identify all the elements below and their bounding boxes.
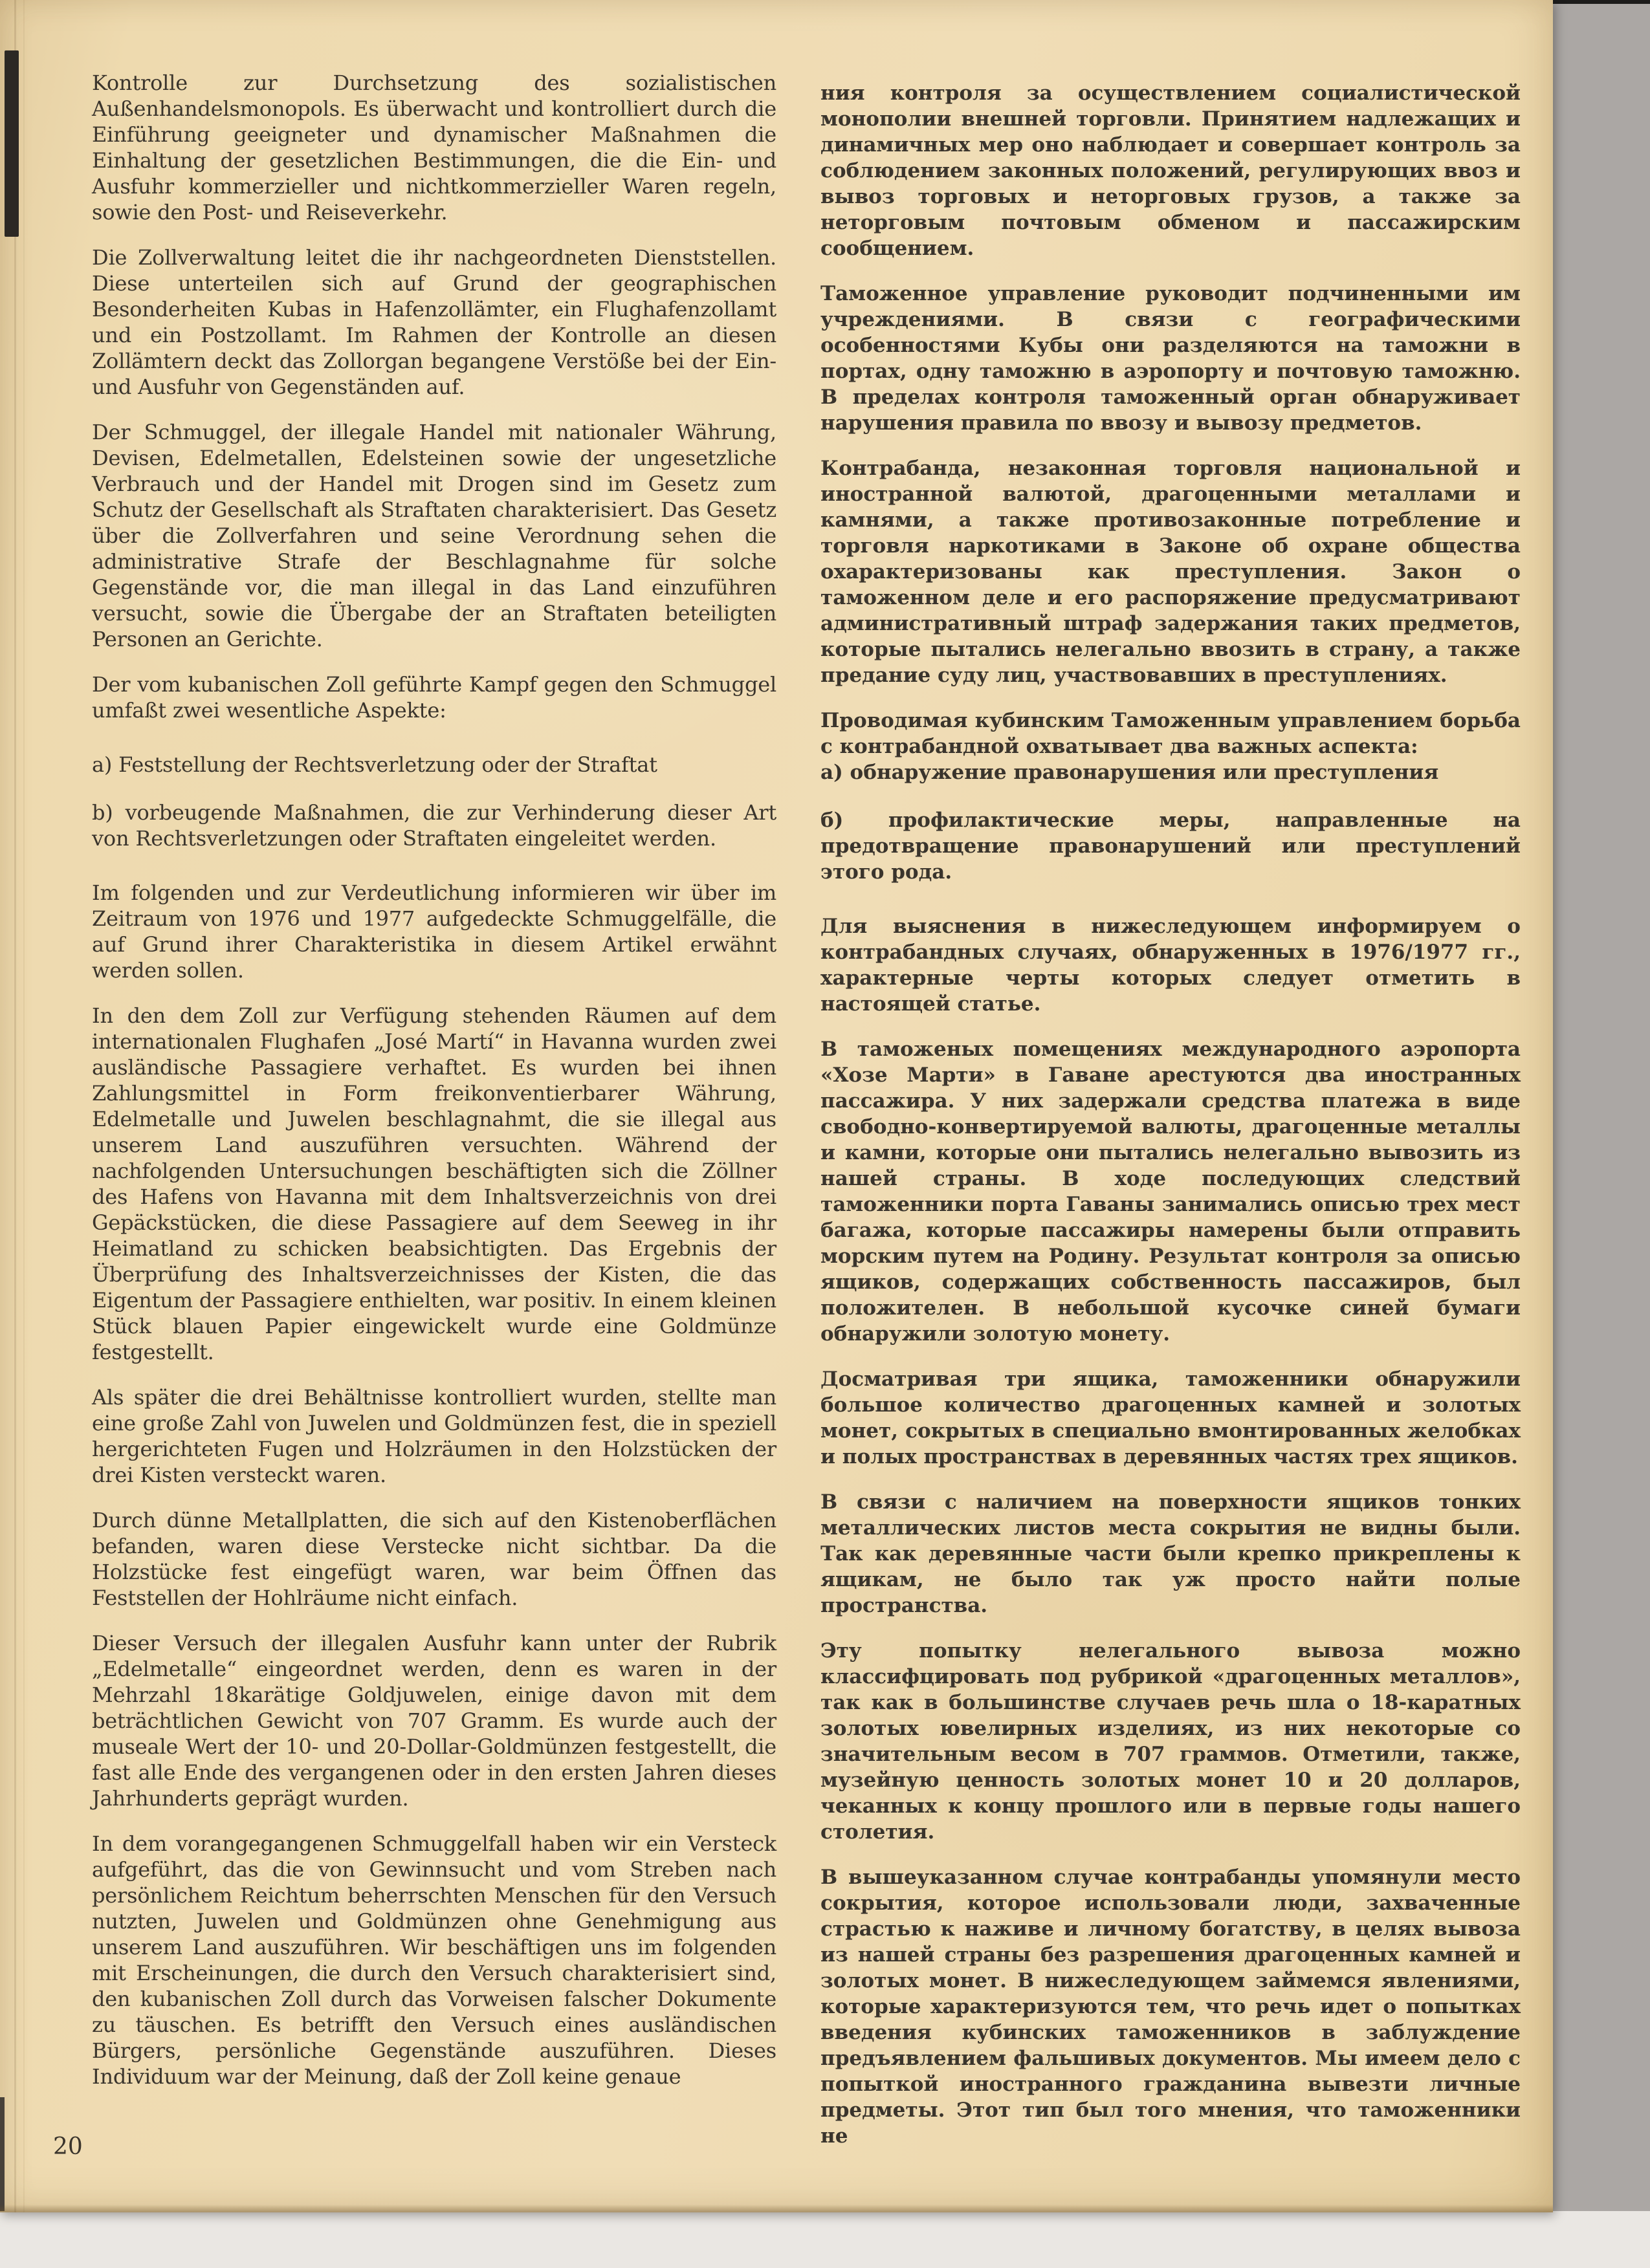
paragraph: b) vorbeugende Maßnahmen, die zur Verhinderung dieser Art von Rechtsverletzungen oder Straftaten eingeleitet werden. [92, 800, 776, 851]
paragraph: Таможенное управление руководит подчиненными им учреждениями. В связи с географическими особенностями Кубы они разделяются на таможни в портах, одну таможню в аэропорту и почтовую таможню. В пределах контроля таможенный орган обнаруживает нарушения правила по ввозу и вывозу предметов. [820, 282, 1521, 435]
paragraph: Досматривая три ящика, таможенники обнаружили большое количество драгоценных камней и золотых монет, сокрытых в специально вмонтированных желобках и полых пространствах в деревянных частях трех ящиков. [820, 1368, 1521, 1468]
paragraph: Контрабанда, незаконная торговля национальной и иностранной валютой, драгоценными металлами и камнями, а также противозаконные потребление и торговля наркотиками в Законе об охране общества охарактеризованы как преступления. Закон о таможенном деле и его распоряжение предусматривают административный штраф задержания таких предметов, которые пытались нелегально ввозить в страну, а также предание суду лиц, участвовавших в преступлениях. [820, 457, 1521, 687]
paragraph: Der vom kubanischen Zoll geführte Kampf gegen den Schmuggel umfaßt zwei wesentliche Aspekte: [92, 672, 776, 723]
paragraph: Durch dünne Metallplatten, die sich auf den Kistenoberflächen befanden, waren diese Verstecke nicht sichtbar. Da die Holzstücke fest eingefügt waren, war beim Öffnen das Feststellen der Hohlräume nicht einfach. [92, 1508, 776, 1610]
paragraph: Als später die drei Behältnisse kontrolliert wurden, stellte man eine große Zahl von Juwelen und Goldmünzen fest, die in speziell hergerichteten Fugen und Holzräumen in den Holzstücken der drei Kisten versteckt waren. [92, 1385, 776, 1487]
paragraph: В таможеных помещениях международного аэропорта «Хозе Марти» в Гаване арестуются два иностранных пассажира. У них задержали средства платежа в виде свободно-конвертируемой валюты, драгоценные металлы и камни, которые они пытались нелегально вывозить из нашей страны. В ходе последующих следствий таможенники порта Гаваны занимались описью трех мест багажа, которые пассажиры намерены были отправить морским путем на Родину. Результат контроля за описью ящиков, содержащих собственность пассажиров, был положителен. В небольшой кусочке синей бумаги обнаружили золотую монету. [820, 1038, 1521, 1346]
paragraph: ния контроля за осуществлением социалистической монополии внешней торговли. Принятием надлежащих и динамичных мер оно наблюдает и совершает контроль за соблюдением законных положений, регулирующих ввоз и вывоз торговых и неторговых грузов, а также за неторговым почтовым обменом и пассажирским сообщением. [820, 82, 1521, 260]
paragraph: В вышеуказанном случае контрабанды упомянули место сокрытия, которое использовали люди, захваченные страстью к наживе и личному богатству, в целях вывоза из нашей страны без разрешения драгоценных камней и золотых монет. В нижеследующем займемся явлениями, которые характеризуются тем, что речь идет о попытках введения кубинских таможенников в заблуждение предъявлением фальшивых документов. Мы имеем дело с попыткой иностранного гражданина вывезти личные предметы. Этот тип был того мнения, что таможенники не [820, 1866, 1521, 2148]
paragraph: a) Feststellung der Rechtsverletzung oder der Straftat [92, 752, 657, 777]
paragraph: Kontrolle zur Durchsetzung des sozialistischen Außenhandelsmonopols. Es überwacht und kontrolliert durch die Einführung geeigneter und dynamischer Maßnahmen die Einhaltung der gesetzlichen Bestimmungen, die die Ein- und Ausfuhr kommerzieller und nichtkommerzieller Waren regeln, sowie den Post- und Reiseverkehr. [92, 71, 776, 224]
paragraph: Эту попытку нелегального вывоза можно классифцировать под рубрикой «драгоценных металлов», так как в большинстве случаев речь шла о 18-каратных золотых ювелирных изделиях, из них некоторые со значительным весом в 707 граммов. Отметили, также, музейную ценность золотых монет 10 и 20 долларов, чеканных к концу прошлого или в первые годы нашего столетия. [820, 1639, 1521, 1844]
paragraph: а) обнаружение правонарушения или преступления [820, 761, 1439, 784]
paragraph: В связи с наличием на поверхности ящиков тонких металлических листов места сокрытия не видны были. Так как деревянные части были крепко прикреплены к ящикам, не было так уж просто найти полые пространства. [820, 1490, 1521, 1617]
page-number: 20 [53, 2133, 83, 2160]
paragraph: Der Schmuggel, der illegale Handel mit nationaler Währung, Devisen, Edelmetallen, Edelsteinen sowie der ungesetzliche Verbrauch und der Handel mit Drogen sind im Gesetz zum Schutz der Gesellschaft als Straftaten charakterisiert. Das Gesetz über die Zollverfahren und seine Verordnung sehen die administrative Strafe der Beschlagnahme für solche Gegenstände vor, die man illegal in das Land einzuführen versucht, sowie die Übergabe der an Straftaten beteiligten Personen an Gerichte. [92, 420, 776, 651]
paragraph: Для выяснения в нижеследующем информируем о контрабандных случаях, обнаруженных в 1976/1977 гг., характерные черты которых следует отметить в настоящей статье. [820, 915, 1521, 1016]
paragraph: Im folgenden und zur Verdeutlichung informieren wir über im Zeitraum von 1976 und 1977 aufgedeckte Schmuggelfälle, die auf Grund ihrer Charakteristika in diesem Artikel erwähnt werden sollen. [92, 880, 776, 983]
paper-bottom-edge [0, 2205, 1553, 2212]
page-fold-line [14, 0, 16, 2212]
paragraph: In den dem Zoll zur Verfügung stehenden Räumen auf dem internationalen Flughafen „José Martí“ in Havanna wurden zwei ausländische Passagiere verhaftet. Es wurden bei ihnen Zahlungsmittel in Form freikonventierbarer Währung, Edelmetalle und Juwelen beschlagnahmt, die sie illegal aus unserem Land auszuführen versuchten. Während der nachfolgenden Untersuchungen beschäftigten sich die Zöllner des Hafens von Havanna mit dem Inhaltsverzeichnis von drei Gepäckstücken, die diese Passagiere auf dem Seeweg in ihr Heimatland zu schicken beabsichtigten. Das Ergebnis der Überprüfung des Inhaltsverzeichnisses der Kisten, die das Eigentum der Passagiere enthielten, war positiv. In einem kleinen Stück blauen Papier eingewickelt wurde eine Goldmünze festgestellt. [92, 1003, 776, 1364]
german-column [92, 70, 776, 2089]
paragraph: Dieser Versuch der illegalen Ausfuhr kann unter der Rubrik „Edelmetalle“ eingeordnet werden, denn es waren in der Mehrzahl 18karätige Goldjuwelen, einige davon mit dem beträchtlichen Gewicht von 707 Gramm. Es wurde auch der museale Wert der 10- und 20-Dollar-Goldmünzen festgestellt, die fast alle Ende des vergangenen oder in den ersten Jahren dieses Jahrhunderts geprägt wurden. [92, 1631, 776, 1811]
paragraph: б) профилактические меры, направленные на предотвращение правонарушений или преступлений этого рода. [820, 809, 1521, 884]
paragraph: Проводимая кубинским Таможенным управлением борьба с контрабандной охватывает два важных аспекта: [820, 709, 1521, 758]
russian-column [820, 80, 1521, 2149]
page-edge-shadow [0, 2097, 5, 2211]
paragraph: Die Zollverwaltung leitet die ihr nachgeordneten Dienststellen. Diese unterteilen sich auf Grund der geographischen Besonderheiten Kubas in Hafenzollämter, ein Flughafenzollamt und ein Postzollamt. Im Rahmen der Kontrolle an diesen Zollämtern deckt das Zollorgan begangene Verstöße bei der Ein- und Ausfuhr von Gegenständen auf. [92, 245, 776, 399]
scanner-background [0, 2211, 1650, 2268]
scanner-edge-line [1540, 0, 1650, 4]
paragraph: In dem vorangegangenen Schmuggelfall haben wir ein Versteck aufgeführt, das die von Gewinnsucht und vom Streben nach persönlichem Reichtum beherrschten Menschen für den Versuch nutzten, Juwelen und Goldmünzen ohne Genehmigung aus unserem Land auszuführen. Wir beschäftigen uns im folgenden mit Erscheinungen, die durch den Versuch charakterisiert sind, den kubanischen Zoll durch das Vorweisen falscher Dokumente zu täuschen. Es betrifft den Versuch eines ausländischen Bürgers, persönliche Gegenstände auszuführen. Dieses Individuum war der Meinung, daß der Zoll keine genaue [92, 1831, 776, 2089]
binding-mark [5, 50, 19, 237]
page-fold-line-faint [23, 0, 25, 2212]
